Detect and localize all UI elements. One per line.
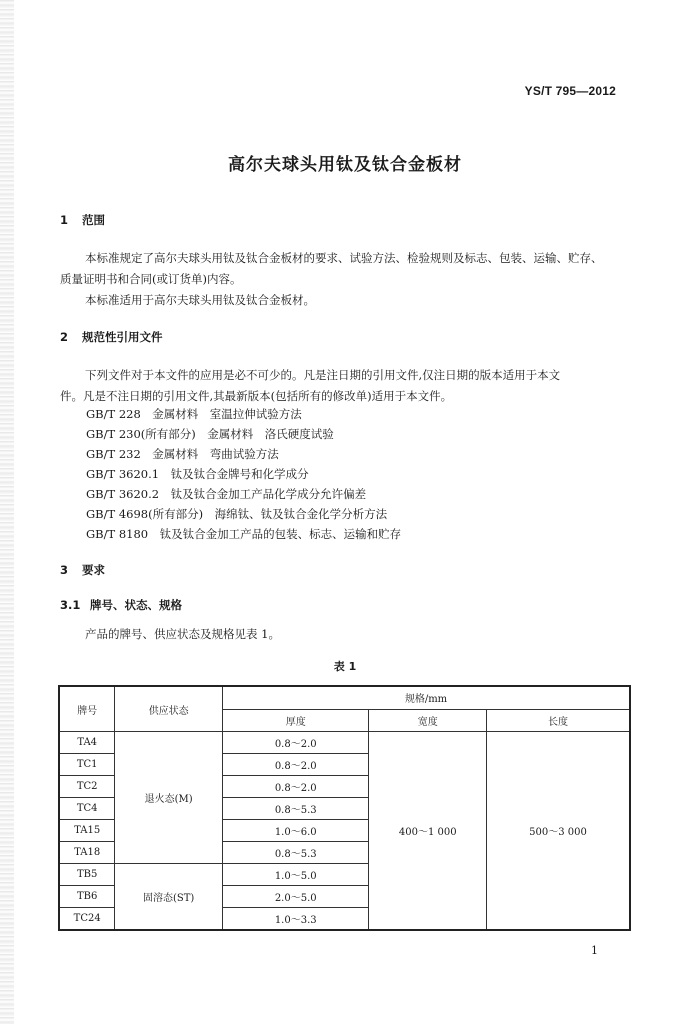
section-1-title: 范围 [82, 213, 105, 227]
section-2-intro [60, 365, 630, 407]
cell-length: 500～3 000 [487, 732, 630, 931]
section-1-p2: 本标准适用于高尔夫球头用钛及钛合金板材。 [85, 293, 315, 307]
section-1-body [60, 248, 630, 311]
cell-grade: TC24 [59, 908, 115, 931]
header-width: 宽度 [369, 709, 487, 732]
cell-grade: TA15 [59, 820, 115, 842]
table-header-row [59, 686, 630, 709]
table-1 [58, 685, 631, 931]
section-1-heading [60, 212, 105, 228]
document-title: 高尔夫球头用钛及钛合金板材 [228, 155, 462, 175]
section-2-title: 规范性引用文件 [82, 330, 163, 344]
table-1-caption: 表 1 [333, 660, 357, 673]
header-length: 长度 [487, 709, 630, 732]
cell-thickness: 0.8～2.0 [223, 732, 369, 754]
section-3-1-number: 3.1 [60, 598, 81, 612]
cell-thickness: 0.8～2.0 [223, 754, 369, 776]
cell-width: 400～1 000 [369, 732, 487, 931]
section-3-heading [60, 562, 105, 578]
standard-number: YS/T 795—2012 [524, 84, 616, 98]
cell-grade: TB6 [59, 886, 115, 908]
cell-thickness: 1.0～6.0 [223, 820, 369, 842]
reference-item: GB/T 3620.1 钛及钛合金牌号和化学成分 [86, 467, 309, 481]
cell-grade: TA18 [59, 842, 115, 864]
cell-thickness: 1.0～5.0 [223, 864, 369, 886]
section-2-heading [60, 329, 163, 345]
reference-item: GB/T 228 金属材料 室温拉伸试验方法 [86, 407, 302, 421]
reference-list [86, 404, 401, 544]
header-thickness: 厚度 [223, 709, 369, 732]
section-3-1-text: 产品的牌号、供应状态及规格见表 1。 [85, 627, 280, 641]
header-state: 供应状态 [115, 686, 223, 732]
section-2-intro-line1: 下列文件对于本文件的应用是必不可少的。凡是注日期的引用文件,仅注日期的版本适用于本文 [85, 368, 561, 382]
header-spec: 规格/mm [223, 686, 631, 709]
cell-state-solution: 固溶态(ST) [115, 864, 223, 931]
section-2-intro-line2: 件。凡是不注日期的引用文件,其最新版本(包括所有的修改单)适用于本文件。 [60, 389, 453, 403]
reference-item: GB/T 230(所有部分) 金属材料 洛氏硬度试验 [86, 427, 334, 441]
cell-thickness: 0.8～5.3 [223, 798, 369, 820]
cell-thickness: 0.8～5.3 [223, 842, 369, 864]
cell-grade: TC2 [59, 776, 115, 798]
section-1-number: 1 [60, 213, 69, 227]
reference-item: GB/T 8180 钛及钛合金加工产品的包装、标志、运输和贮存 [86, 527, 402, 541]
cell-grade: TB5 [59, 864, 115, 886]
table-row [59, 732, 630, 754]
cell-thickness: 0.8～2.0 [223, 776, 369, 798]
section-2-number: 2 [60, 330, 69, 344]
reference-item: GB/T 232 金属材料 弯曲试验方法 [86, 447, 279, 461]
section-3-title: 要求 [82, 563, 105, 577]
section-3-1-body [60, 624, 630, 645]
cell-grade: TC1 [59, 754, 115, 776]
cell-thickness: 2.0～5.0 [223, 886, 369, 908]
section-3-1-title: 牌号、状态、规格 [90, 598, 182, 612]
section-3-number: 3 [60, 563, 69, 577]
section-1-p1-line2: 质量证明书和合同(或订货单)内容。 [60, 272, 242, 286]
cell-thickness: 1.0～3.3 [223, 908, 369, 931]
cell-grade: TA4 [59, 732, 115, 754]
cell-state-annealed: 退火态(M) [115, 732, 223, 864]
reference-item: GB/T 4698(所有部分) 海绵钛、钛及钛合金化学分析方法 [86, 507, 388, 521]
section-1-p1-line1: 本标准规定了高尔夫球头用钛及钛合金板材的要求、试验方法、检验规则及标志、包装、运输、贮存、 [85, 251, 603, 265]
section-3-1-heading [60, 597, 182, 613]
cell-grade: TC4 [59, 798, 115, 820]
header-grade: 牌号 [59, 686, 115, 732]
reference-item: GB/T 3620.2 钛及钛合金加工产品化学成分允许偏差 [86, 487, 367, 501]
page-number: 1 [591, 944, 598, 957]
